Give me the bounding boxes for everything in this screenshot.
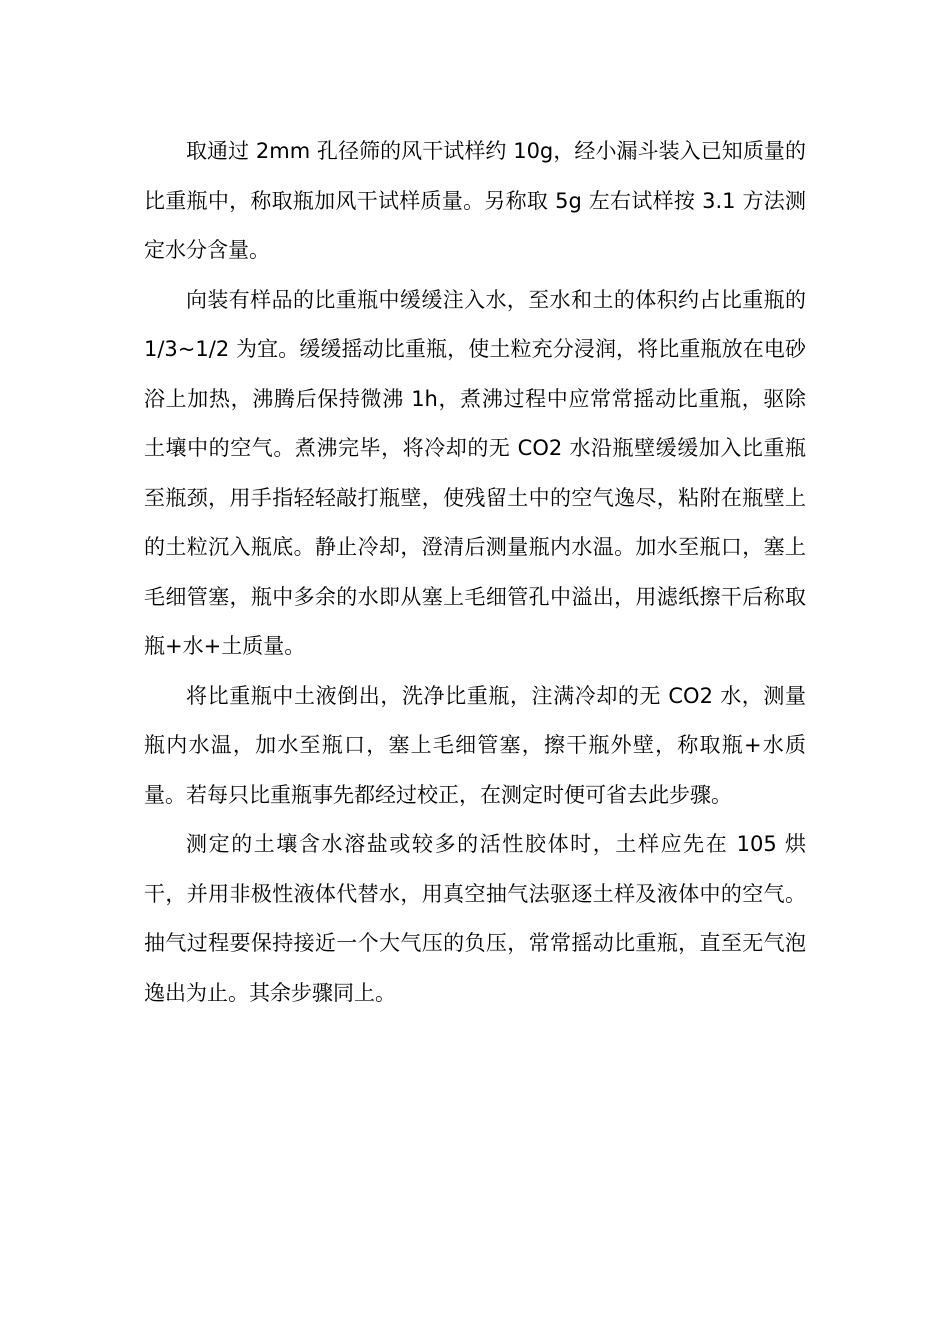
paragraph-2: 向装有样品的比重瓶中缓缓注入水，至水和土的体积约占比重瓶的 1/3~1/2 为宜。缓缓摇动比重瓶，使土粒充分浸润，将比重瓶放在电砂浴上加热，沸腾后保持微沸 1h，煮沸过程中应常常摇动比重瓶，驱除土壤中的空气。煮沸完毕，将冷却的无 CO2 水沿瓶壁缓缓加入比重瓶至瓶颈，用手指轻轻敲打瓶壁，使残留土中的空气逸尽，粘附在瓶壁上的土粒沉入瓶底。静止冷却，澄清后测量瓶内水温。加水至瓶口，塞上毛细管塞，瓶中多余的水即从塞上毛细管孔中溢出，用滤纸擦干后称取瓶+水+土质量。 [144,287,806,658]
paragraph-1: 取通过 2mm 孔径筛的风干试样约 10g，经小漏斗装入已知质量的比重瓶中，称取瓶加风干试样质量。另称取 5g 左右试样按 3.1 方法测定水分含量。 [144,139,806,262]
paragraph-3: 将比重瓶中土液倒出，洗净比重瓶，注满冷却的无 CO2 水，测量瓶内水温，加水至瓶口，塞上毛细管塞，擦干瓶外壁，称取瓶+水质量。若每只比重瓶事先都经过校正，在测定时便可省去此步骤。 [144,683,806,807]
document-body [144,127,806,1018]
paragraph-4: 测定的土壤含水溶盐或较多的活性胶体时，土样应先在 105 烘干，并用非极性液体代替水，用真空抽气法驱逐土样及液体中的空气。抽气过程要保持接近一个大气压的负压，常常摇动比重瓶，直至无气泡逸出为止。其余步骤同上。 [144,832,806,1005]
